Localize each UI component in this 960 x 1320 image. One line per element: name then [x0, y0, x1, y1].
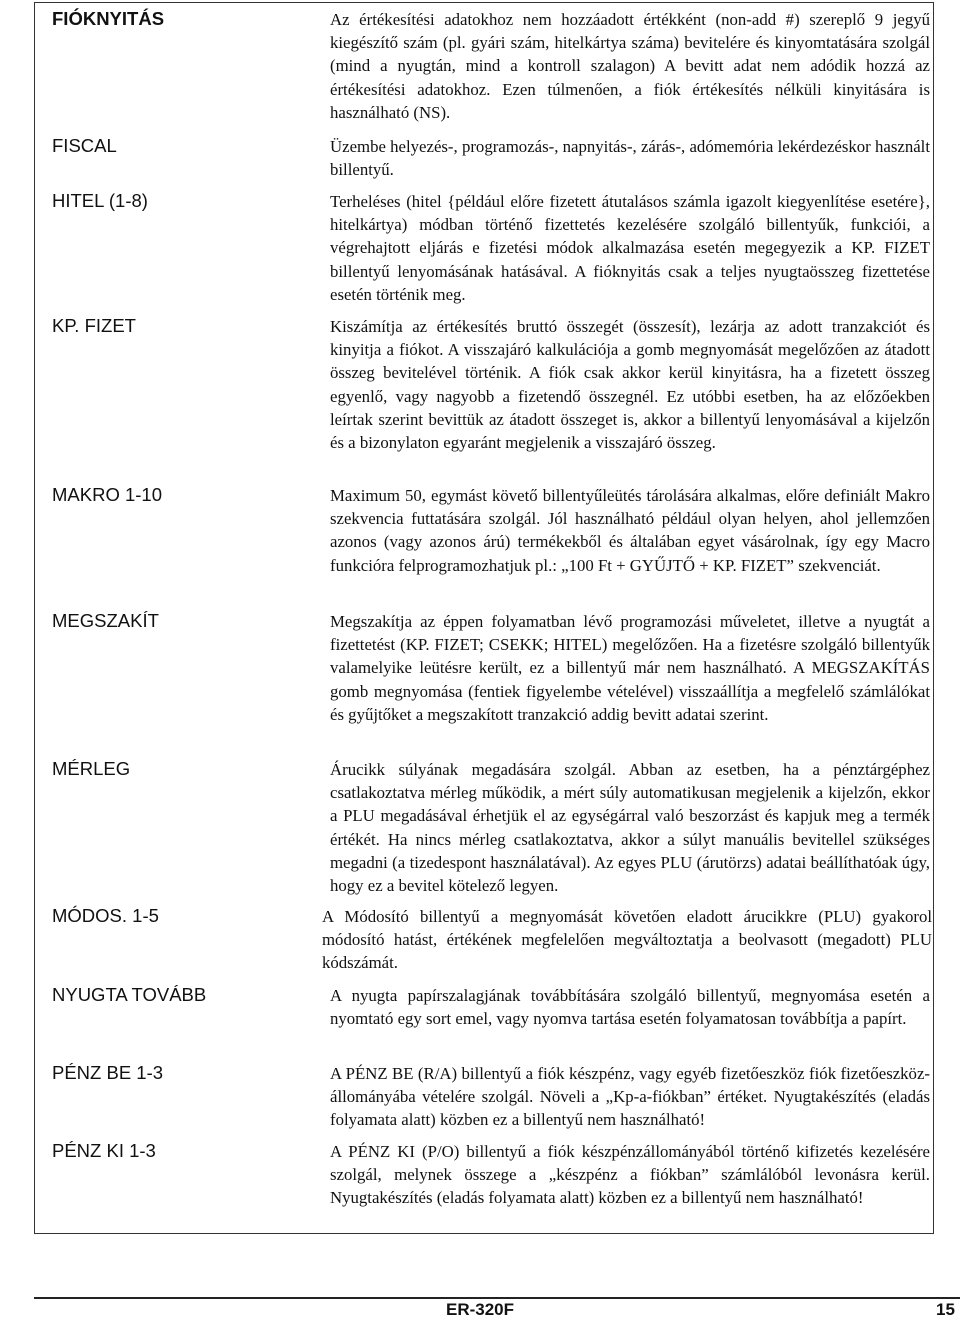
key-name: KP. FIZET	[52, 315, 136, 336]
key-name: HITEL (1-8)	[52, 190, 148, 211]
key-name: NYUGTA TOVÁBB	[52, 984, 207, 1005]
key-description: Árucikk súlyának megadására szolgál. Abban az esetben, ha a pénztárgéphez csatlakoztatva mérleg működik, a mért súly automatikusan megjelenik a kijelzőn, ekkor a PLU megadásával érhetjük el az egységárral való beszorzást és kapjuk meg a termék értékét. Ha nincs mérleg csatlakoztatva, akkor a súlyt manuális bevitellel szükséges megadni (a tizedespont használatával). Az egyes PLU (árutörzs) adatai beállíthatóak úgy, hogy ez a bevitel kötelező legyen.	[330, 760, 930, 896]
key-name: FISCAL	[52, 135, 117, 156]
key-description: Terheléses (hitel {például előre fizetett átutalásos számla igazolt kiegyenlítése esetére}, hitelkártya) módban történő fizettetés kezelésére szolgáló billentyűk, funkciói, a végrehajtott eljárás e fizetési módok alkalmazása esetén megegyezik a KP. FIZET billentyű lenyomásának hatásával. A fióknyitás csak a teljes nyugtaösszeg fizettetése esetén történik meg.	[330, 192, 930, 304]
key-description: Az értékesítési adatokhoz nem hozzáadott értékként (non-add #) szereplő 9 jegyű kiegészítő szám (pl. gyári szám, hitelkártya száma) bevitelére és kinyomtatására szolgál (mind a nyugtán, mind a kontroll szalagon) A bevitt adat nem adódik hozzá az értékesítési adatokhoz. Ezen túlmenően, a fiók értékesítés nélküli kinyitására is használható (NS).	[330, 10, 930, 122]
key-name: MÉRLEG	[52, 758, 131, 779]
footer-divider	[34, 1297, 960, 1299]
key-name: PÉNZ KI 1-3	[52, 1140, 156, 1161]
key-description: A Módosító billentyű a megnyomását követően eladott árucikkre (PLU) gyakorol módosító hatást, értékének megfelelően megváltoztatja a beolvasott (megadott) PLU kódszámát.	[322, 907, 932, 973]
key-description: Maximum 50, egymást követő billentyűleütés tárolására alkalmas, előre definiált Makro szekvencia futtatására szolgál. Jól használható például olyan helyen, ahol jellemzően azonos (vagy azonos árú) termékekből és általában egyet vásárolnak, így egy Macro funkcióra felprogramozhatjuk pl.: „100 Ft + GYŰJTŐ + KP. FIZET” szekvenciát.	[330, 486, 930, 575]
key-description: A PÉNZ BE (R/A) billentyű a fiók készpénz, vagy egyéb fizetőeszköz fiók fizetőeszköz-állományába vételére szolgál. Növeli a „Kp-a-fiókban” értéket. Nyugtakészítés (eladás folyamata alatt) közben ez a billentyű nem használható!	[330, 1064, 930, 1130]
key-name: MEGSZAKÍT	[52, 610, 159, 631]
page-number: 15	[936, 1300, 955, 1319]
key-description: Megszakítja az éppen folyamatban lévő programozási műveletet, illetve a nyugtát a fizettetést (KP. FIZET; CSEKK; HITEL) megelőzően. Ha a fizetésre szolgáló billentyűk valamelyike leütésre került, ez a billentyű már nem használható. A MEGSZAKÍTÁS gomb megnyomása (fentiek figyelembe vételével) visszaállítja a megfelelő számlálókat és gyűjtőket a megszakított tranzakció addig bevitt adatai szerint.	[330, 612, 930, 724]
key-description: A PÉNZ KI (P/O) billentyű a fiók készpénzállományából történő kifizetés kezelésére szolgál, melynek összege a „készpénz a fiókban” számlálóból levonásra kerül. Nyugtakészítés (eladás folyamata alatt) közben ez a billentyű nem használható!	[330, 1142, 930, 1208]
key-name: MÓDOS. 1-5	[52, 905, 159, 926]
key-name: FIÓKNYITÁS	[52, 8, 165, 29]
document-page	[34, 0, 955, 1320]
key-name: PÉNZ BE 1-3	[52, 1062, 164, 1083]
footer-model-name: ER-320F	[446, 1300, 515, 1319]
key-description: Üzembe helyezés-, programozás-, napnyitás-, zárás-, adómemória lekérdezéskor használt billentyű.	[330, 137, 930, 180]
key-description: Kiszámítja az értékesítés bruttó összegét (összesít), lezárja az adott tranzakciót és kinyitja a fiókot. A visszajáró kalkulációja a gomb megnyomását megelőzően az átadott összeg bevitelével történik. A fiók csak akkor kerül kinyitásra, ha a fizetett összeg egyenlő, vagy nagyobb a fizetendő összegnél. Ez utóbbi esetben, ha az előzőekben leírtak szerint bevittük az átadott összeget is, akkor a billentyű lenyomásával a kijelzőn és a bizonylaton egyaránt megjelenik a visszajáró összeg.	[330, 317, 930, 453]
key-name: MAKRO 1-10	[52, 484, 163, 505]
key-description: A nyugta papírszalagjának továbbítására szolgáló billentyű, megnyomása esetén a nyomtató egy sort emel, vagy nyomva tartása esetén folyamatosan továbbítja a papírt.	[330, 986, 930, 1029]
